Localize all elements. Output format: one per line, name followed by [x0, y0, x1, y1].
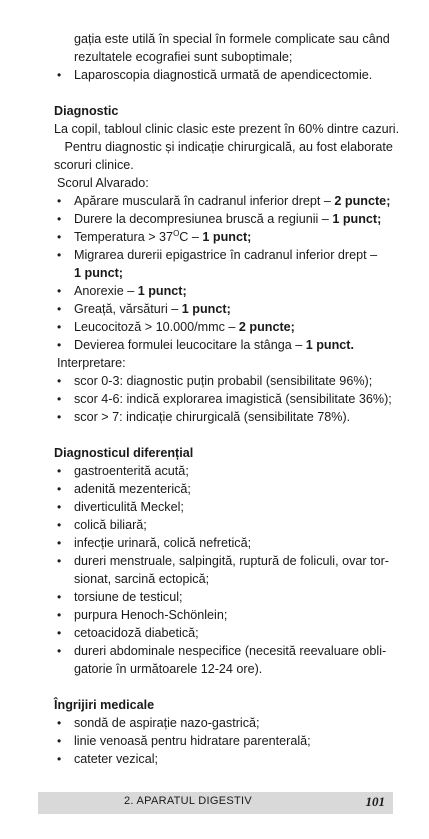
list-item: • linie venoasă pentru hidratare parenterală; — [57, 734, 311, 748]
list-item: • Apărare musculară în cadranul inferior drept – 2 puncte; — [57, 194, 391, 208]
paragraph-line: Pentru diagnostic și indicație chirurgicală, au fost elaborate — [64, 140, 393, 154]
list-item: • scor 4-6: indică explorarea imagistică (sensibilitate 36%); — [57, 392, 392, 406]
bullet-icon: • — [57, 68, 62, 82]
page-number: 101 — [365, 794, 385, 809]
bullet-icon: • — [57, 284, 62, 298]
list-item: • Migrarea durerii epigastrice în cadranul inferior drept – — [57, 248, 378, 262]
bullet-icon: • — [57, 464, 62, 478]
bullet-icon: • — [57, 734, 62, 748]
section-heading-diagnostic: Diagnostic — [54, 104, 119, 118]
list-item: • scor 0-3: diagnostic puțin probabil (sensibilitate 96%); — [57, 374, 373, 388]
page-content — [54, 30, 400, 768]
list-item: • gastroenterită acută; — [57, 464, 189, 478]
list-item: • diverticulită Meckel; — [57, 500, 184, 514]
list-item: • adenită mezenterică; — [57, 482, 191, 496]
bullet-icon: • — [57, 500, 62, 514]
bullet-icon: • — [57, 518, 62, 532]
bullet-icon: • — [57, 410, 62, 424]
bullet-icon: • — [57, 536, 62, 550]
list-item: • cateter vezical; — [57, 752, 158, 766]
list-item: • Devierea formulei leucocitare la stânga – 1 punct. — [57, 338, 354, 352]
bullet-icon: • — [57, 752, 62, 766]
list-item: • Temperatura > $37^OC - 1$ punct; — [57, 229, 252, 244]
list-item: • dureri abdominale nespecifice (necesită reevaluare obli- — [57, 644, 387, 658]
list-item-continuation: 1 punct; — [74, 266, 123, 280]
list-item: • Leucocitoză > 10.000/mmc – 2 puncte; — [57, 320, 295, 334]
paragraph-line: scoruri clinice. — [54, 158, 134, 172]
bullet-icon: • — [57, 554, 62, 568]
bullet-icon: • — [57, 482, 62, 496]
bullet-icon: • — [57, 644, 62, 658]
list-item: • Durere la decompresiunea bruscă a regiunii – 1 punct; — [57, 212, 382, 226]
page-footer — [38, 792, 393, 814]
bullet-icon: • — [57, 230, 62, 244]
bullet-icon: • — [57, 590, 62, 604]
list-item: • cetoacidoză diabetică; — [57, 626, 199, 640]
list-item: • Anorexie – 1 punct; — [57, 284, 187, 298]
bullet-icon: • — [57, 626, 62, 640]
bullet-icon: • — [57, 392, 62, 406]
list-item: • colică biliară; — [57, 518, 147, 532]
list-item: • scor > 7: indicație chirurgicală (sensibilitate 78%). — [57, 410, 351, 424]
paragraph: La copil, tabloul clinic clasic este prezent în 60% dintre cazuri. — [54, 122, 400, 136]
bullet-icon: • — [57, 302, 62, 316]
continued-text-line: rezultatele ecografiei sunt suboptimale; — [74, 50, 293, 64]
list-item: • Greață, vărsături – 1 punct; — [57, 302, 231, 316]
list-item: • infecție urinară, colică nefretică; — [57, 536, 252, 550]
bullet-icon: • — [57, 212, 62, 226]
list-item: • dureri menstruale, salpingită, ruptură de foliculi, ovar tor- — [57, 554, 389, 568]
list-item: • Laparoscopia diagnostică urmată de apendicectomie. — [57, 68, 373, 82]
bullet-icon: • — [57, 374, 62, 388]
bullet-icon: • — [57, 608, 62, 622]
list-item-continuation: sionat, sarcină ectopică; — [74, 572, 210, 586]
chapter-title: 2. APARATUL DIGESTIV — [123, 795, 253, 807]
bullet-icon: • — [57, 248, 62, 262]
alvarado-title: Scorul Alvarado: — [57, 176, 149, 190]
list-item: • purpura Henoch-Schönlein; — [57, 608, 228, 622]
bullet-icon: • — [57, 194, 62, 208]
continued-text-line: gația este utilă în special în formele complicate sau când — [74, 32, 390, 46]
section-heading-care: Îngrijiri medicale — [54, 698, 155, 712]
section-heading-differential: Diagnosticul diferențial — [54, 446, 194, 460]
list-item: • torsiune de testicul; — [57, 590, 183, 604]
bullet-icon: • — [57, 716, 62, 730]
bullet-icon: • — [57, 320, 62, 334]
bullet-icon: • — [57, 338, 62, 352]
interpretation-title: Interpretare: — [57, 356, 126, 370]
list-item-continuation: gatorie în următoarele 12-24 ore). — [74, 662, 263, 676]
list-item: • sondă de aspirație nazo-gastrică; — [57, 716, 260, 730]
